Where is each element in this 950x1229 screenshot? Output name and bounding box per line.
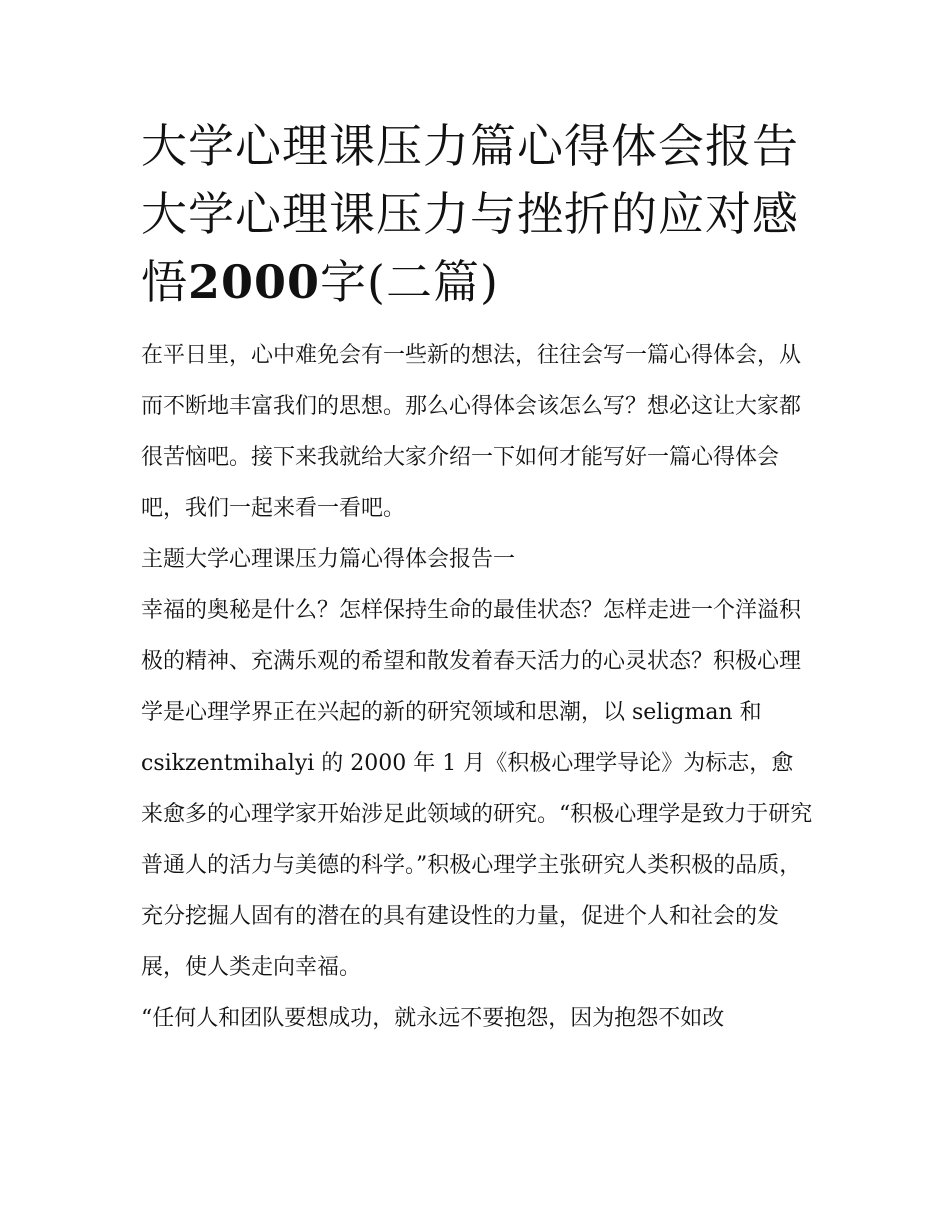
title-number: 2000 [188,255,321,309]
document-title [141,112,813,316]
title-suffix: 字(二篇) [320,255,499,309]
body-paragraph-1: 幸福的奥秘是什么？怎样保持生命的最佳状态？怎样走进一个洋溢积极的精神、充满乐观的希望和散发着春天活力的心灵状态？积极心理学是心理学界正在兴起的新的研究领域和思潮，以 seligman 和 csikzentmihalyi 的 2000 年 1 月《积极心理学导论》为标志，愈来愈多的心理学家开始涉足此领域的研究。“积极心理学是致力于研究普通人的活力与美德的科学。”积极心理学主张研究人类积极的品质，充分挖掘人固有的潜在的具有建设性的力量，促进个人和社会的发展，使人类走向幸福。 [141,598,813,980]
title-text: 大学心理课压力篇心得体会报告 大学心理课压力与挫折的应对感悟 [141,119,799,309]
intro-paragraph: 在平日里，心中难免会有一些新的想法，往往会写一篇心得体会，从而不断地丰富我们的思想。那么心得体会该怎么写？想必这让大家都很苦恼吧。接下来我就给大家介绍一下如何才能写好一篇心得体会吧，我们一起来看一看吧。 [141,343,802,521]
document-body [141,330,813,1044]
document-page [141,112,813,1044]
body-paragraph-2: “任何人和团队要想成功，就永远不要抱怨，因为抱怨不如改 [141,1006,725,1031]
section-heading: 主题大学心理课压力篇心得体会报告一 [141,547,516,572]
